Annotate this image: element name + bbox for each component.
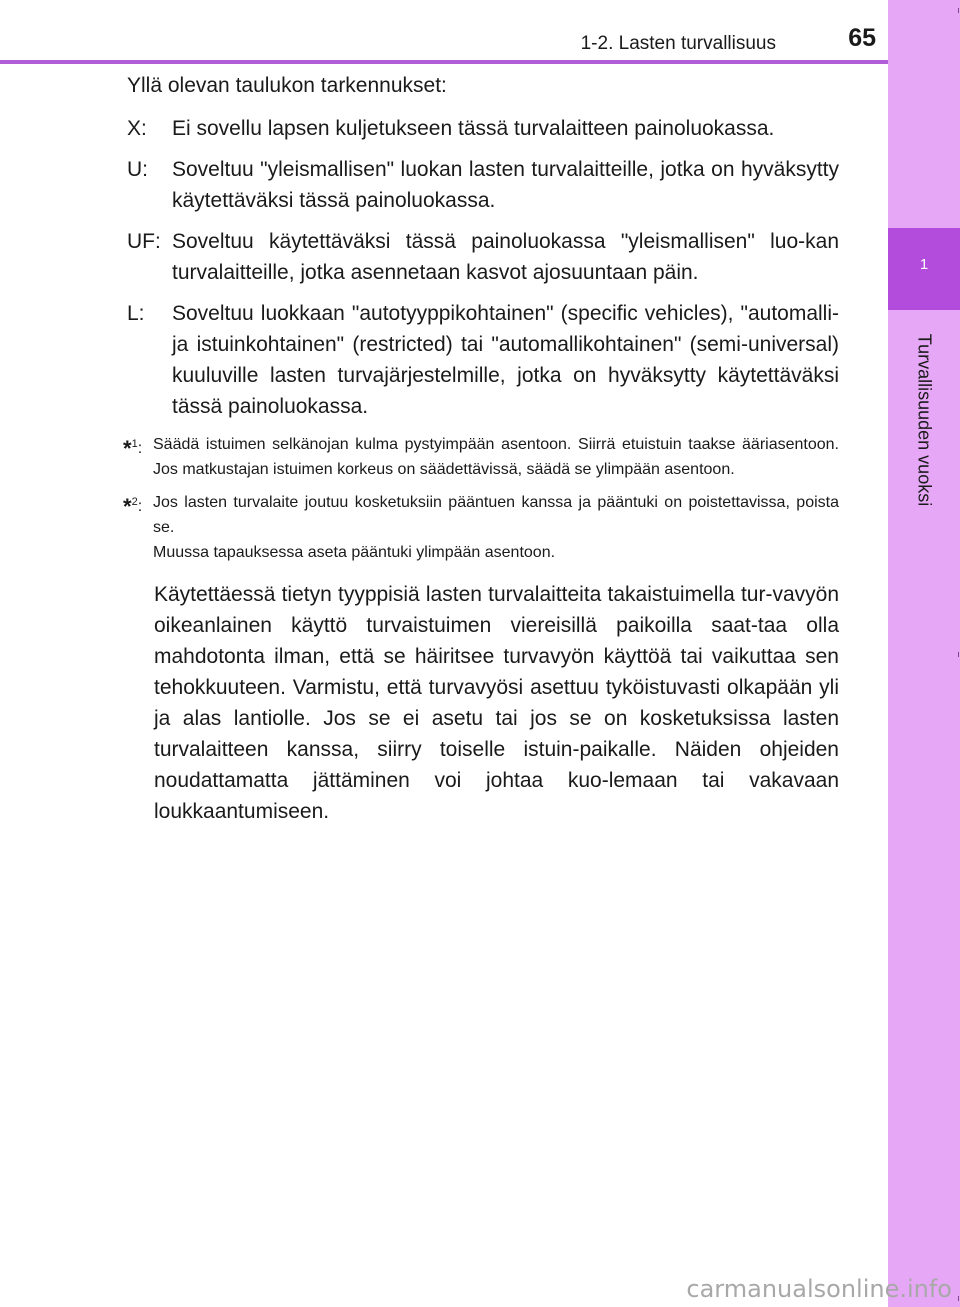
definition-key: U: <box>127 158 148 181</box>
definition-l <box>127 298 839 422</box>
footnote-text: Säädä istuimen selkänojan kulma pystyimpään asentoon. Siirrä etuistuin taakse ääriasentoon. Jos matkustajan istuimen korkeus on säädettävissä, säädä se ylimpään asentoon. <box>153 436 839 478</box>
chapter-title: Turvallisuuden vuoksi <box>914 333 935 507</box>
footnote-marker: *$^1$: <box>123 436 143 461</box>
page-content <box>123 70 839 827</box>
definition-key: UF: <box>127 230 161 253</box>
warning-paragraph: Käytettäessä tietyn tyyppisiä lasten turvalaitteita takaistuimella tur-vavyön oikeanlainen käyttö turvaistuimen viereisillä paikoilla saat-taa olla mahdotonta ilman, että se häiritsee turvavyön käyttöä tai vaikuttaa sen tehokkuuteen. Varmistu, että turvavyösi asettuu tyköistuvasti olkapään yli ja alas lantiolle. Jos se ei asetu tai jos se on kosketuksissa lasten turvalaitteen kanssa, siirry toiselle istuin-paikalle. Näiden ohjeiden noudattamatta jättäminen voi johtaa kuo-lemaan tai vakavaan loukkaantumiseen. <box>154 583 839 823</box>
footnote-number: 2 <box>131 496 138 508</box>
chapter-tab-active <box>888 228 960 310</box>
chapter-side-tab <box>888 0 960 1307</box>
footnote-star: * <box>123 494 132 519</box>
definition-uf <box>127 226 839 288</box>
footnote-body <box>153 432 839 482</box>
definition-text: Soveltuu käytettäväksi tässä painoluokassa "yleismallisen" luo-kan turvalaitteille, jotka asennetaan kasvot ajosuuntaan päin. <box>172 230 839 284</box>
footnote-text: Jos lasten turvalaite joutuu kosketuksiin pääntuen kanssa ja pääntuki on poistettavissa, poista se. <box>153 494 839 536</box>
definition-text: Ei sovellu lapsen kuljetukseen tässä turvalaitteen painoluokassa. <box>172 117 775 140</box>
definition-text: Soveltuu "yleismallisen" luokan lasten turvalaitteille, jotka on hyväksytty käytettäväksi tässä painoluokassa. <box>172 158 839 212</box>
footnote-2 <box>123 490 839 565</box>
watermark: carmanualsonline.info <box>686 1275 952 1303</box>
footnote-text: Muussa tapauksessa aseta pääntuki ylimpään asentoon. <box>153 544 556 561</box>
footnote-number: 1 <box>131 438 138 450</box>
footnote-1 <box>123 432 839 482</box>
definition-key: L: <box>127 302 145 325</box>
table-notes-intro: Yllä olevan taulukon tarkennukset: <box>127 74 447 97</box>
page-number: 65 <box>848 24 876 52</box>
crop-mark <box>958 652 959 657</box>
page-header <box>0 0 888 62</box>
footnote-body <box>153 490 839 565</box>
crop-mark <box>958 8 959 13</box>
footnote-marker: *$^2$: <box>123 494 143 519</box>
definition-x <box>127 113 839 144</box>
chapter-number: 1 <box>919 256 929 273</box>
header-rule <box>0 60 888 64</box>
footnote-star: * <box>123 436 132 461</box>
definition-key: X: <box>127 117 147 140</box>
crop-mark <box>958 1296 959 1301</box>
definition-u <box>127 154 839 216</box>
definition-text: Soveltuu luokkaan "autotyyppikohtainen" (specific vehicles), "automalli- ja istuinkohtainen" (restricted) tai "automallikohtainen" (semi-universal) kuuluville lasten turvajärjestelmille, jotka on hyväksytty käytettäväksi tässä painoluokassa. <box>172 302 839 418</box>
section-title: 1-2. Lasten turvallisuus <box>580 33 776 54</box>
